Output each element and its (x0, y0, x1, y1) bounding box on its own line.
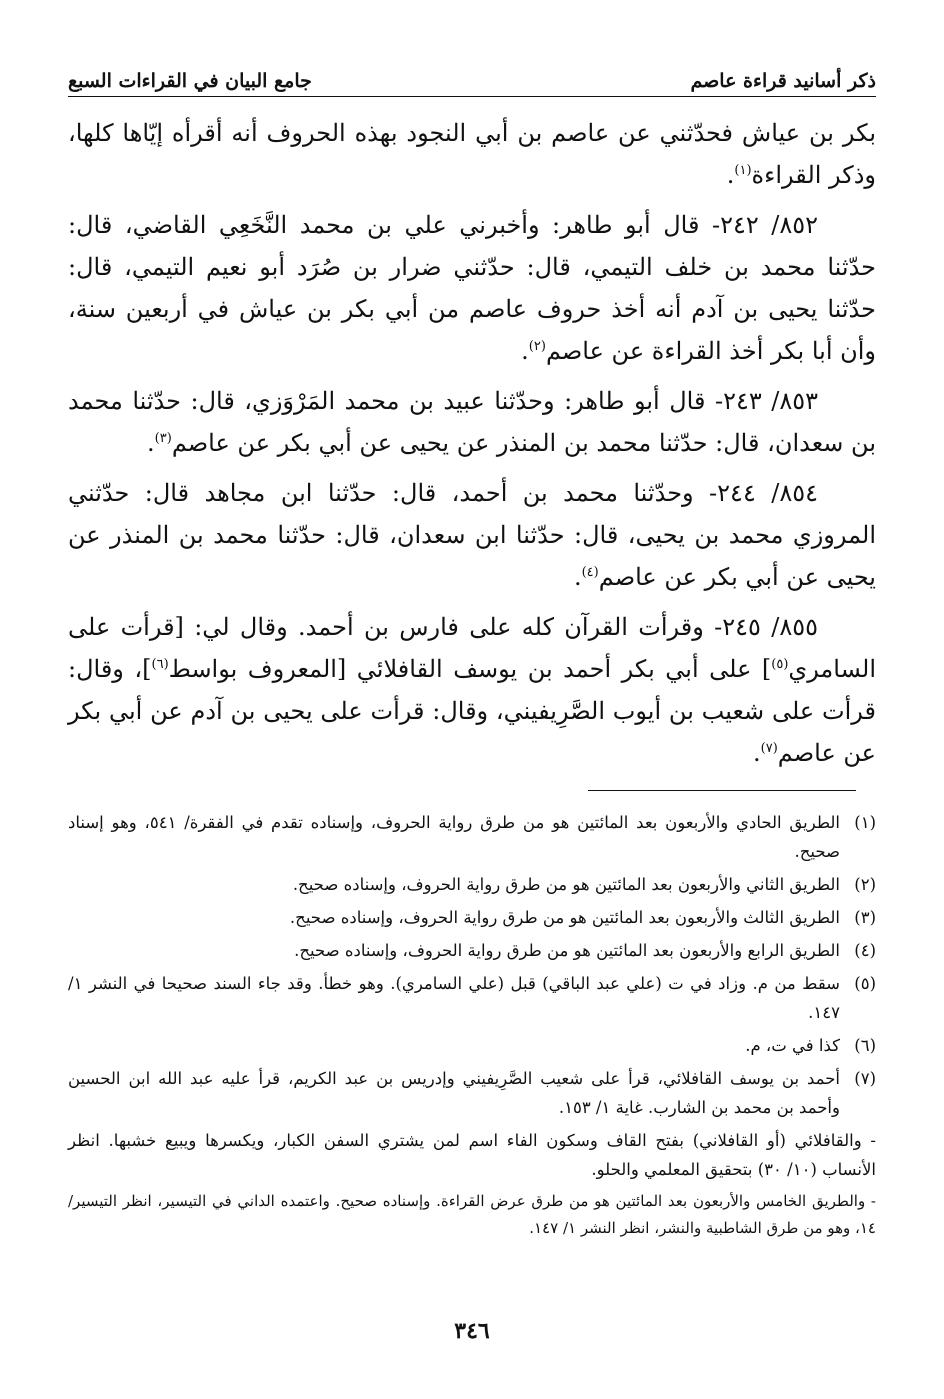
footnote-number: (٧) (854, 1069, 876, 1088)
paragraph-855: ٨٥٥/ ٢٤٥- وقرأت القرآن كله على فارس بن أحمد. وقال لي: [قرأت على السامري$^{(٥)}$] على أبي بكر أحمد بن يوسف القافلائي [المعروف بواسط$^{(٦)}$]، وقال: قرأت على شعيب بن أيوب الصَّرِيفيني، وقال: قرأت على يحيى بن آدم عن أبي بكر عن عاصم$^{(٧)}$. (68, 613, 876, 767)
footnote-ref[interactable]: (٥) (771, 657, 789, 672)
footnote-item (68, 903, 876, 932)
footnote-number: (٢) (854, 875, 876, 894)
header-chapter-title: ذكر أسانيد قراءة عاصم (690, 70, 876, 92)
paragraph-852: ٨٥٢/ ٢٤٢- قال أبو طاهر: وأخبرني علي بن محمد النَّخَعِي القاضي، قال: حدّثنا محمد بن خلف التيمي، قال: حدّثني ضرار بن صُرَد أبو نعيم التيمي، قال: حدّثنا يحيى بن آدم أنه أخذ حروف عاصم من أبي بكر بن عياش في أربعين سنة، وأن أبا بكر أخذ القراءة عن عاصم$^{(٢)}$. (68, 211, 877, 365)
footnote-item (68, 870, 876, 899)
paragraph-854: ٨٥٤/ ٢٤٤- وحدّثنا محمد بن أحمد، قال: حدّثنا ابن مجاهد قال: حدّثني المروزي محمد بن يحيى، قال: حدّثنا ابن سعدان، قال: حدّثنا محمد بن المنذر عن يحيى عن أبي بكر عن عاصم$^{(٤)}$. (68, 479, 876, 591)
page-number: ٣٤٦ (454, 1318, 490, 1344)
header-book-title: جامع البيان في القراءات السبع (68, 70, 312, 92)
footnote-continuation: - والقافلائي (أو القافلاني) بفتح القاف وسكون الفاء اسم لمن يشتري السفن الكبار، ويكسرها ويبيع خشبها. انظر الأنساب (١٠/ ٣٠) بتحقيق المعلمي والحلو. (68, 1131, 876, 1179)
footnote-text: الطريق الثالث والأربعون بعد المائتين هو من طرق رواية الحروف، وإسناده صحيح. (289, 908, 840, 927)
footnote-item (68, 1064, 876, 1122)
footnote-ref[interactable]: (٢) (528, 339, 546, 354)
footnote-ref[interactable]: (١) (734, 163, 752, 178)
footnote-number: (٥) (854, 974, 876, 993)
main-text (68, 112, 876, 782)
footnote-number: (٤) (854, 941, 876, 960)
footnote-ref[interactable]: (٤) (581, 565, 599, 580)
footnote-text: كذا في ت، م. (745, 1036, 840, 1055)
footnote-number: (١) (854, 813, 876, 832)
running-header (68, 58, 876, 97)
footnote-separator (588, 790, 856, 791)
footnote-ref[interactable]: (٧) (760, 741, 778, 756)
paragraph-continuation: بكر بن عياش فحدّثني عن عاصم بن أبي النجود بهذه الحروف أنه أقرأه إيّاها كلها، وذكر القراءة$^{(١)}$. (68, 119, 876, 189)
footnote-item (68, 808, 876, 866)
footnote-text: الطريق الحادي والأربعون بعد المائتين هو من طرق رواية الحروف، وإسناده تقدم في الفقرة/ ٥٤١، وهو إسناد صحيح. (68, 813, 840, 861)
footnote-item (68, 969, 876, 1027)
footnote-ref[interactable]: (٦) (151, 657, 169, 672)
footnote-text: أحمد بن يوسف القافلائي، قرأ على شعيب الصَّرِيفيني وإدريس بن عبد الكريم، قرأ عليه عبد الله ابن الحسين وأحمد بن محمد بن الشارب. غاية ١/ ١٥٣. (68, 1069, 840, 1117)
footnote-text: الطريق الرابع والأربعون بعد المائتين هو من طرق رواية الحروف، وإسناده صحيح. (294, 941, 840, 960)
footnote-text: سقط من م. وزاد في ت (علي عبد الباقي) قبل (علي السامري). وهو خطأ. وقد جاء السند صحيحا في النشر ١/ ١٤٧. (68, 974, 840, 1022)
paragraph-853: ٨٥٣/ ٢٤٣- قال أبو طاهر: وحدّثنا عبيد بن محمد المَرْوَزي، قال: حدّثنا محمد بن سعدان، قال: حدّثنا محمد بن المنذر عن يحيى عن أبي بكر عن عاصم$^{(٣)}$. (68, 387, 876, 457)
footnote-item (68, 1031, 876, 1060)
footnotes (68, 808, 876, 1246)
footnote-item (68, 936, 876, 965)
footnote-ref[interactable]: (٣) (154, 431, 172, 446)
footnote-text: الطريق الثاني والأربعون بعد المائتين هو من طرق رواية الحروف، وإسناده صحيح. (292, 875, 840, 894)
footnote-number: (٦) (854, 1036, 876, 1055)
footnote-number: (٣) (854, 908, 876, 927)
footnote-continuation: - والطريق الخامس والأربعون بعد المائتين هو من طرق عرض القراءة. وإسناده صحيح. واعتمده الداني في التيسير، انظر التيسير/ ١٤، وهو من طرق الشاطبية والنشر، انظر النشر ١/ ١٤٧. (68, 1192, 876, 1237)
